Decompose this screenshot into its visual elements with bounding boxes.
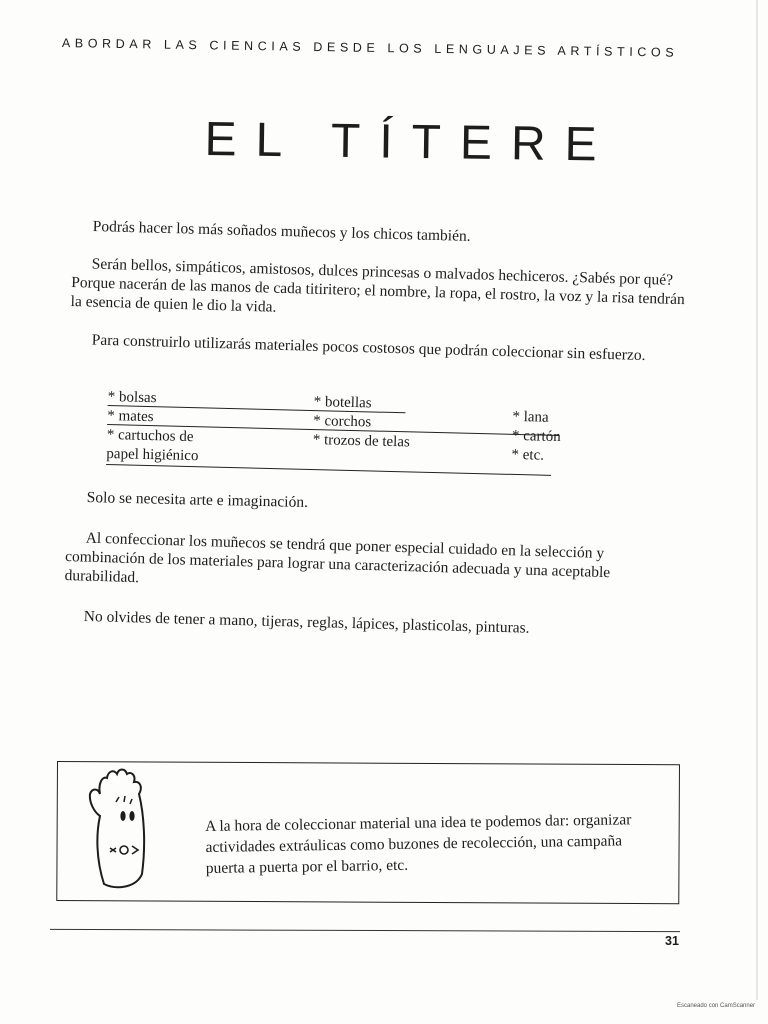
materials-column-2 (313, 393, 411, 452)
page-number: 31 (665, 934, 679, 948)
paragraph-5: Al confeccionar los muñecos se tendrá que poner especial cuidado en la selección y combinación de los materiales para lograr una caracterización adecuada y una aceptable durabilidad. (64, 529, 611, 587)
material-item: papel higiénico (106, 445, 199, 465)
material-item: * lana (512, 408, 549, 426)
material-item: * corchos (313, 413, 372, 431)
paragraph-1: Podrás hacer los más soñados muñecos y los chicos también. (92, 217, 471, 245)
material-item: * botellas (313, 394, 372, 412)
puppet-drawing-icon (86, 764, 156, 894)
paragraph-6: No olvides de tener a mano, tijeras, reglas, lápices, plasticolas, pinturas. (83, 607, 530, 637)
materials-column-3 (511, 408, 561, 466)
page-title: EL TÍTERE (204, 112, 617, 172)
paragraph-3: Para construirlo utilizarás materiales pocos costosos que podrán coleccionar sin esfuerzo. (91, 331, 646, 365)
material-item: * cartuchos de (106, 426, 194, 446)
note-text: A la hora de coleccionar material una idea te podemos dar: organizar actividades extráulicas como buzones de recolección, una campaña puerta a puerta por el barrio, etc. (205, 811, 632, 877)
running-header: ABORDAR LAS CIENCIAS DESDE LOS LENGUAJES ARTÍSTICOS (61, 36, 679, 60)
paragraph-2: Serán bellos, simpáticos, amistosos, dulces princesas o malvados hechiceros. ¿Sabés por qué? Porque nacerán de las manos de cada titiritero; el nombre, la ropa, el rostro, la voz y la risa tendrán la esencia de quien le dio la vida. (70, 255, 685, 316)
material-item: * cartón (511, 427, 561, 446)
page-edge (756, 0, 758, 1000)
scanner-watermark: Escaneado con CamScanner (677, 1003, 756, 1009)
paragraph-4: Solo se necesita arte e imaginación. (86, 488, 309, 512)
footer-rule (50, 929, 680, 932)
material-item: * bolsas (107, 388, 157, 407)
material-item: * etc. (511, 446, 545, 464)
materials-rule (106, 464, 551, 476)
material-item: * mates (107, 407, 154, 426)
material-item: * trozos de telas (312, 432, 411, 451)
materials-list (106, 388, 560, 491)
materials-column-1 (106, 388, 200, 466)
